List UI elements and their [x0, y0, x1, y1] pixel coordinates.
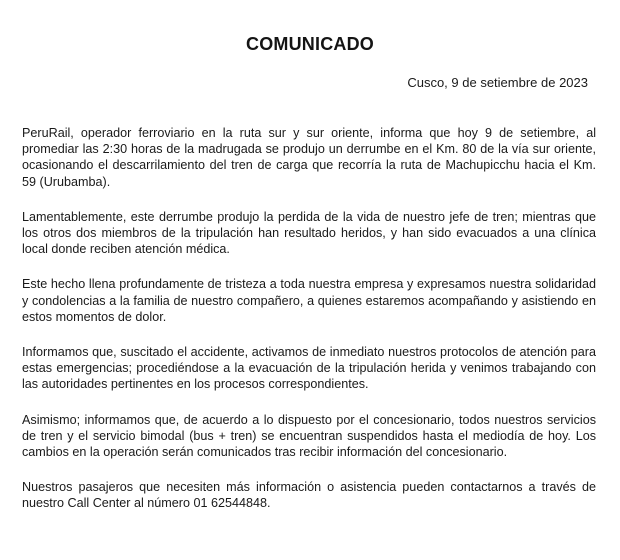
document-title: COMUNICADO: [246, 34, 374, 54]
document-body: [22, 125, 596, 512]
paragraph-4: Informamos que, suscitado el accidente, activamos de inmediato nuestros protocolos de atención para estas emergencias; procediéndose a la evacuación de la tripulación herida y venimos trabajando con las autoridades pertinentes en los procesos correspondientes.: [22, 345, 596, 392]
paragraph-5: Asimismo; informamos que, de acuerdo a lo dispuesto por el concesionario, todos nuestros servicios de tren y el servicio bimodal (bus + tren) se encuentran suspendidos hasta el mediodía de hoy. Los cambios en la operación serán comunicados tras recibir información del concesionario.: [22, 412, 596, 460]
paragraph-6: Nuestros pasajeros que necesiten más información o asistencia pueden contactarnos a través de nuestro Call Center al número 01 62544848.: [22, 480, 596, 511]
paragraph-3: Este hecho llena profundamente de tristeza a toda nuestra empresa y expresamos nuestra solidaridad y condolencias a la familia de nuestro compañero, a quienes estaremos acompañando y asistiendo en estos momentos de dolor.: [22, 277, 596, 324]
paragraph-1: PeruRail, operador ferroviario en la ruta sur y sur oriente, informa que hoy 9 de setiembre, al promediar las 2:30 horas de la madrugada se produjo un derrumbe en el Km. 80 de la vía sur oriente, ocasionando el descarrilamiento del tren de carga que recorría la ruta de Machupicchu hacia el Km. 59 (Urubamba).: [22, 126, 596, 189]
paragraph-2: Lamentablemente, este derrumbe produjo la perdida de la vida de nuestro jefe de tren; mientras que los otros dos miembros de la tripulación han resultado heridos, y han sido evacuados a una clínica local donde reciben atención médica.: [22, 209, 596, 257]
document-date: Cusco, 9 de setiembre de 2023: [407, 75, 588, 90]
